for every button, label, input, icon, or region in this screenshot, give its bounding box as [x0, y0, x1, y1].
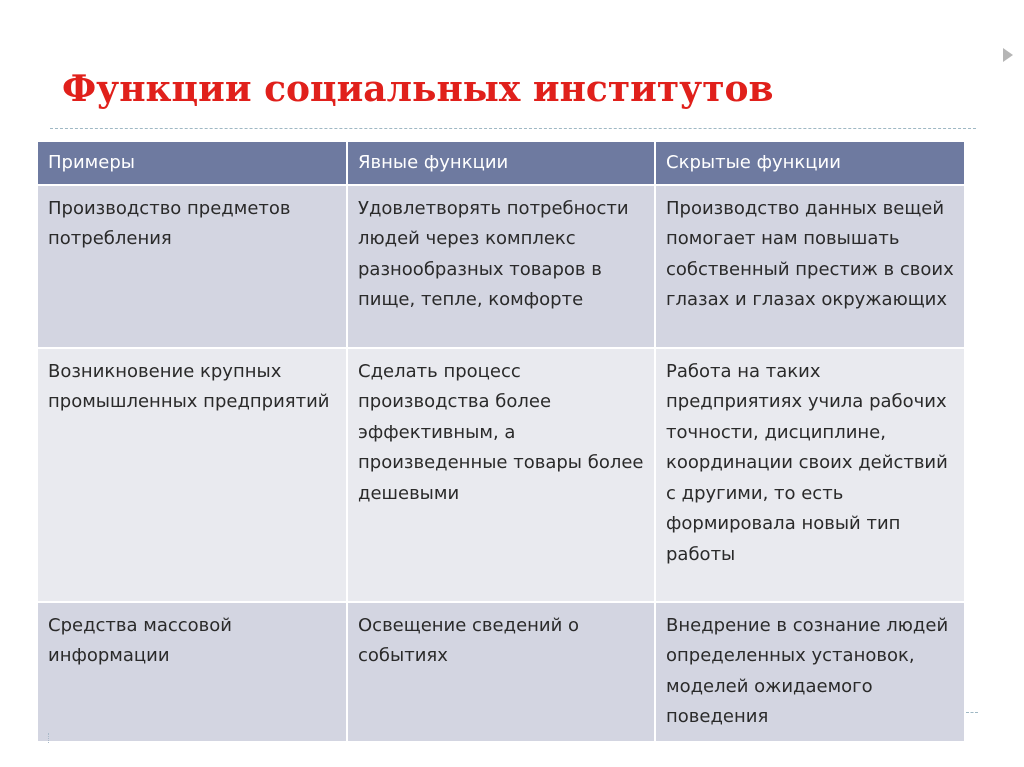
header-explicit-functions: Явные функции [347, 142, 655, 185]
header-hidden-functions: Скрытые функции [655, 142, 964, 185]
cell-explicit-function: Освещение сведений о событиях [347, 602, 655, 741]
triangle-right-icon [1003, 48, 1013, 62]
corner-mark [48, 733, 51, 743]
cell-hidden-function: Внедрение в сознание людей определенных установок, моделей ожидаемого поведения [655, 602, 964, 741]
bottom-divider [966, 712, 978, 713]
cell-explicit-function: Сделать процесс производства более эффективным, а произведенные товары более дешевыми [347, 348, 655, 602]
table-row [38, 348, 964, 602]
table-header-row [38, 142, 964, 185]
functions-table [38, 142, 964, 741]
slide-title: Функции социальных институтов [62, 68, 774, 110]
title-divider [50, 128, 976, 129]
cell-explicit-function: Удовлетворять потребности людей через комплекс разнообразных товаров в пище, тепле, комфорте [347, 185, 655, 348]
cell-hidden-function: Производство данных вещей помогает нам повышать собственный престиж в своих глазах и глазах окружающих [655, 185, 964, 348]
cell-example: Средства массовой информации [38, 602, 347, 741]
table-row [38, 185, 964, 348]
cell-example: Производство предметов потребления [38, 185, 347, 348]
cell-hidden-function: Работа на таких предприятиях учила рабочих точности, дисциплине, координации своих действий с другими, то есть формировала новый тип работы [655, 348, 964, 602]
table-row [38, 602, 964, 741]
header-examples: Примеры [38, 142, 347, 185]
cell-example: Возникновение крупных промышленных предприятий [38, 348, 347, 602]
